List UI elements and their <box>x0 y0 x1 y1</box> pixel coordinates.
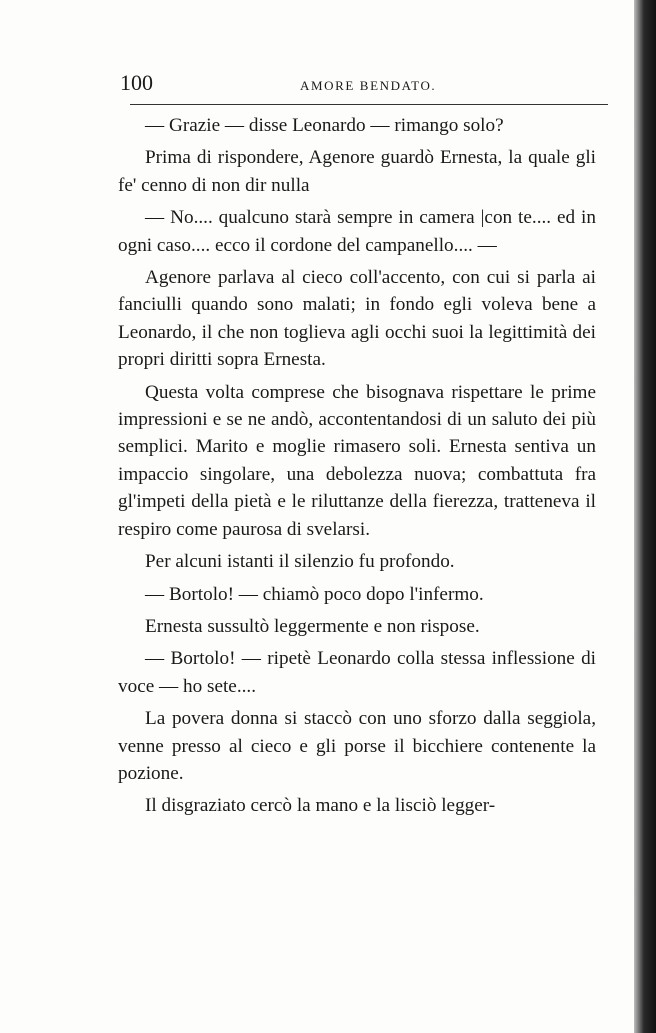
paragraph: Ernesta sussultò leggermente e non rispose. <box>145 615 480 637</box>
body-text <box>118 112 596 825</box>
paragraph: Questa volta comprese che bisognava rispettare le prime impressioni e se ne andò, accontentandosi di un saluto dei più semplici. Marito e moglie rimasero soli. Ernesta sentiva un impaccio singolare, una debolezza nuova; combattuta fra gl'impeti della pietà e le riluttanze della fierezza, tratteneva il respiro come paurosa di svelarsi. <box>118 381 596 540</box>
paragraph: — Grazie — disse Leonardo — rimango solo? <box>145 115 504 136</box>
paragraph: Prima di rispondere, Agenore guardò Ernesta, la quale gli fe' cenno di non dir nulla <box>118 147 596 196</box>
paragraph: Per alcuni istanti il silenzio fu profondo. <box>145 551 455 573</box>
page-number: 100 <box>120 70 153 95</box>
running-title: AMORE BENDATO. <box>300 78 437 93</box>
paragraph: Agenore parlava al cieco coll'accento, con cui si parla ai fanciulli quando sono malati; in fondo egli voleva bene a Leonardo, il che non toglieva agli occhi suoi la legittimità dei propri diritti sopra Ernesta. <box>118 267 596 371</box>
paragraph: — Bortolo! — ripetè Leonardo colla stessa inflessione di voce — ho sete.... <box>118 648 596 697</box>
page-edge-shadow <box>634 0 656 1033</box>
page-header <box>118 68 588 98</box>
paragraph: — Bortolo! — chiamò poco dopo l'infermo. <box>145 583 484 605</box>
paragraph: — No.... qualcuno starà sempre in camera |con te.... ed in ogni caso.... ecco il cordone del campanello.... — <box>118 207 596 256</box>
paragraph: La povera donna si staccò con uno sforzo dalla seggiola, venne presso al cieco e gli porse il bicchiere contenente la pozione. <box>118 708 596 784</box>
header-rule <box>130 104 608 105</box>
paragraph: Il disgraziato cercò la mano e la lisciò legger- <box>145 795 496 817</box>
